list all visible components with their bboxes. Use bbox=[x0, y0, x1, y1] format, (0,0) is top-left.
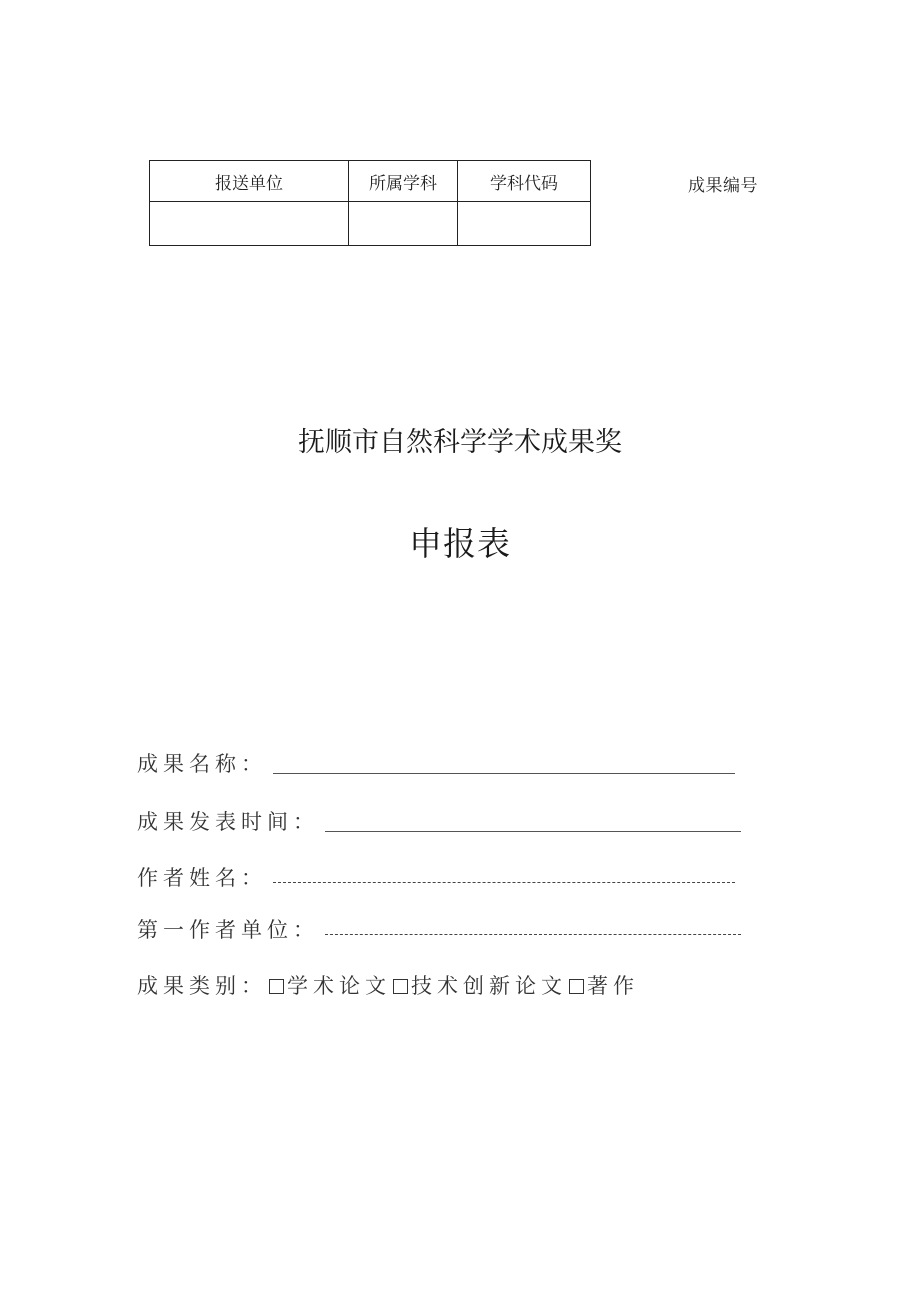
publish-time-input-line[interactable] bbox=[325, 830, 741, 832]
result-category-field bbox=[137, 970, 639, 1000]
checkbox-monograph[interactable] bbox=[569, 979, 584, 994]
document-title: 抚顺市自然科学学术成果奖 bbox=[298, 427, 622, 458]
value-row bbox=[150, 202, 591, 246]
first-author-unit-field bbox=[137, 914, 741, 944]
submitting-unit-cell[interactable] bbox=[150, 202, 349, 246]
discipline-code-header: 学科代码 bbox=[458, 161, 591, 202]
author-name-label: 作者姓名： bbox=[137, 866, 267, 890]
header-row bbox=[150, 161, 591, 202]
submitting-unit-header: 报送单位 bbox=[150, 161, 349, 202]
option-academic-paper: 学术论文 bbox=[287, 974, 391, 998]
option-monograph: 著作 bbox=[587, 974, 639, 998]
document-subtitle: 申报表 bbox=[409, 524, 511, 563]
result-number-label: 成果编号 bbox=[688, 176, 758, 196]
discipline-code-cell[interactable] bbox=[458, 202, 591, 246]
result-name-input-line[interactable] bbox=[273, 772, 735, 774]
discipline-cell[interactable] bbox=[349, 202, 458, 246]
checkbox-tech-innovation-paper[interactable] bbox=[393, 979, 408, 994]
option-tech-innovation-paper: 技术创新论文 bbox=[411, 974, 567, 998]
publish-time-label: 成果发表时间： bbox=[137, 810, 319, 834]
author-name-input-line[interactable] bbox=[273, 881, 735, 883]
author-name-field bbox=[137, 862, 735, 892]
publish-time-field bbox=[137, 806, 741, 836]
result-category-label: 成果类别： bbox=[137, 974, 267, 998]
first-author-unit-label: 第一作者单位： bbox=[137, 918, 319, 942]
checkbox-academic-paper[interactable] bbox=[269, 979, 284, 994]
discipline-header: 所属学科 bbox=[349, 161, 458, 202]
header-info-table bbox=[149, 160, 591, 246]
result-name-field bbox=[137, 748, 735, 778]
result-name-label: 成果名称： bbox=[137, 752, 267, 776]
first-author-unit-input-line[interactable] bbox=[325, 933, 741, 935]
